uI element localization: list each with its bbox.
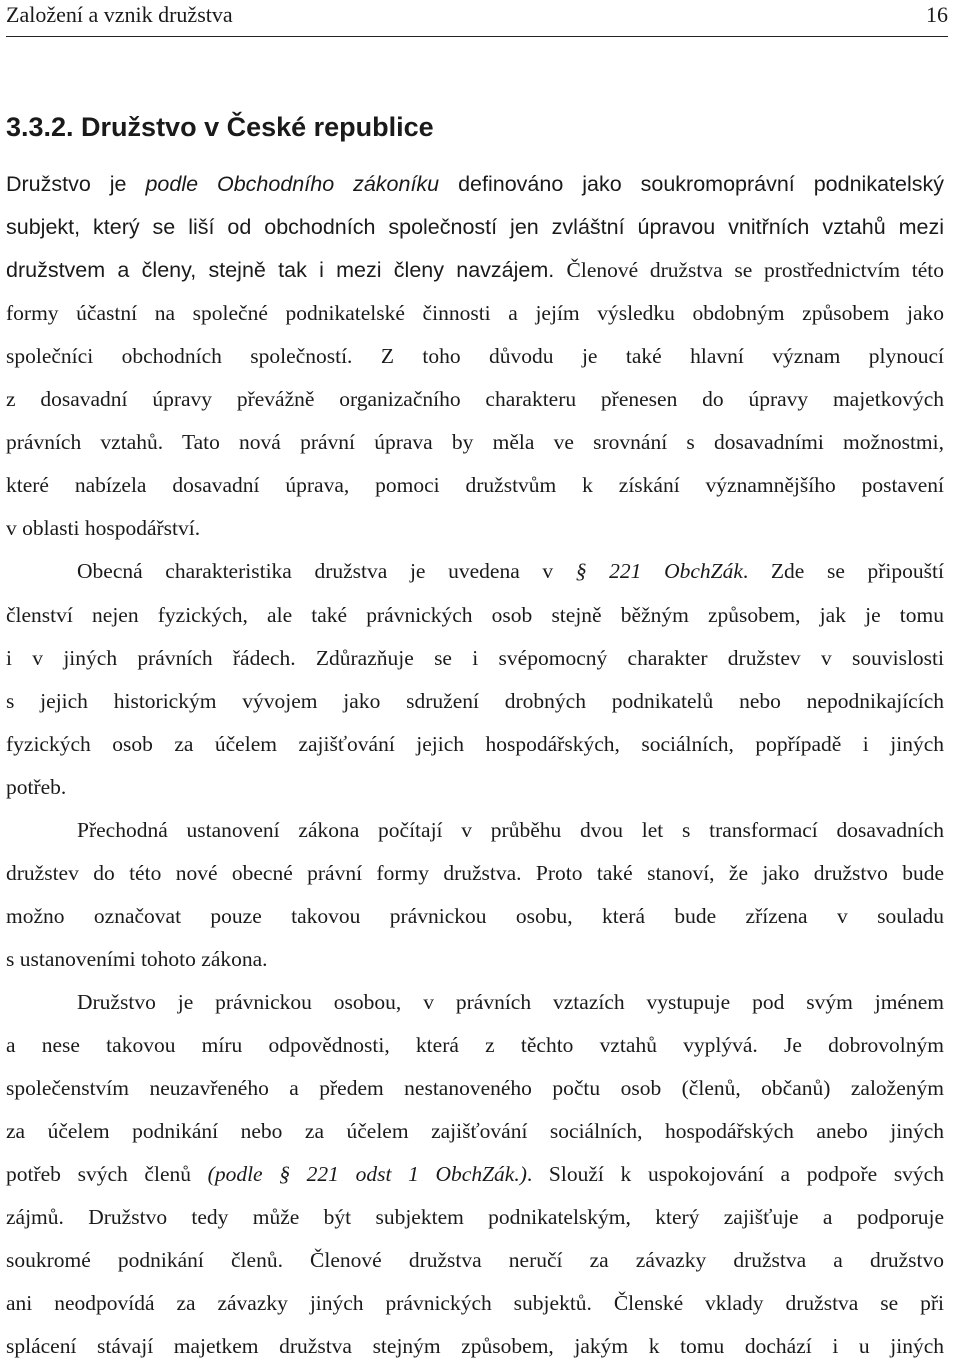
- text-line: [6, 1119, 944, 1153]
- text-segment: podle Obchodního zákoníku: [145, 172, 440, 196]
- text-line: [6, 301, 944, 335]
- text-segment: Členové družstva se prostřednictvím této: [566, 258, 944, 283]
- text-segment: . Zde se připouští: [742, 559, 944, 584]
- text-line: [6, 1076, 944, 1110]
- text-segment: Družstvo je právnickou osobou, v právních vztazích vystupuje pod svým jménem: [77, 989, 944, 1014]
- text-segment: Obecná charakteristika družstva je uvedena v: [77, 559, 576, 584]
- text-segment: formy účastní na společné podnikatelské činnosti a jejím výsledku obdobným způsobem jako: [6, 301, 944, 326]
- text-line: [6, 646, 944, 680]
- text-line: [6, 215, 944, 249]
- text-segment: družstvem a členy, stejně tak i mezi členy navzájem.: [6, 258, 567, 283]
- text-line: [6, 732, 944, 766]
- text-segment: potřeb svých členů: [6, 1162, 208, 1187]
- text-line: [6, 172, 944, 206]
- section-heading: 3.3.2. Družstvo v České republice: [6, 112, 434, 142]
- text-segment: § 221 ObchZák: [575, 559, 743, 584]
- text-segment: fyzických osob za účelem zajišťování jejich hospodářských, sociálních, popřípadě i jiných: [6, 731, 944, 756]
- text-line: [6, 1205, 944, 1239]
- text-line: [6, 603, 944, 637]
- text-line: [6, 387, 944, 421]
- text-segment: družstev do této nové obecné právní formy družstva. Proto také stanoví, že jako družstvo bude: [6, 860, 944, 885]
- text-line: [6, 1291, 944, 1325]
- text-line: [6, 1248, 944, 1282]
- text-line: [6, 818, 944, 852]
- text-segment: soukromé podnikání členů. Členové družstva neručí za závazky družstva a družstvo: [6, 1248, 944, 1273]
- text-segment: definováno jako soukromoprávní podnikatelský: [439, 172, 944, 196]
- text-segment: potřeb.: [6, 774, 67, 799]
- text-line: [6, 861, 944, 895]
- text-segment: Přechodná ustanovení zákona počítají v průběhu dvou let s transformací dosavadních: [77, 817, 944, 842]
- text-line: [6, 775, 944, 809]
- text-segment: členství nejen fyzických, ale také právnických osob stejně běžným způsobem, jak je tomu: [6, 602, 944, 627]
- text-segment: ani neodpovídá za závazky jiných právnických subjektů. Členské vklady družstva se při: [6, 1291, 944, 1316]
- text-line: [6, 344, 944, 378]
- page-number: 16: [926, 2, 948, 27]
- text-segment: (podle § 221 odst 1 ObchZák.): [207, 1162, 527, 1187]
- text-segment: s jejich historickým vývojem jako sdružení drobných podnikatelů nebo nepodnikajících: [6, 688, 944, 713]
- text-segment: z dosavadní úpravy převážně organizačního charakteru přenesen do úpravy majetkových: [6, 387, 944, 412]
- text-line: [6, 904, 944, 938]
- text-segment: subjekt, který se liší od obchodních společností jen zvláštní úpravou vnitřních vztahů mezi: [6, 215, 944, 240]
- text-line: [6, 990, 944, 1024]
- text-segment: v oblasti hospodářství.: [6, 516, 201, 541]
- text-line: [6, 1334, 944, 1368]
- text-segment: i v jiných právních řádech. Zdůrazňuje se i svépomocný charakter družstev v souvislosti: [6, 645, 944, 670]
- text-segment: možno označovat pouze takovou právnickou osobu, která bude zřízena v souladu: [6, 903, 944, 928]
- page-header: [6, 0, 948, 37]
- text-segment: zájmů. Družstvo tedy může být subjektem podnikatelským, který zajišťuje a podporuje: [6, 1205, 944, 1230]
- text-segment: společenstvím neuzavřeného a předem nestanoveného počtu osob (členů, občanů) založeným: [6, 1076, 944, 1101]
- text-line: [6, 258, 944, 292]
- text-segment: . Slouží k uspokojování a podpoře svých: [526, 1162, 944, 1187]
- text-line: [6, 473, 944, 507]
- text-line: [6, 947, 944, 981]
- header-title: Založení a vznik družstva: [6, 2, 233, 27]
- text-segment: splácení stávají majetkem družstva stejným způsobem, jakým k tomu dochází i u jiných: [6, 1334, 944, 1359]
- text-segment: společníci obchodních společností. Z toho důvodu je také hlavní význam plynoucí: [6, 344, 944, 369]
- text-line: [6, 559, 944, 593]
- text-line: [6, 516, 944, 550]
- text-segment: a nese takovou míru odpovědnosti, která z těchto vztahů vyplývá. Je dobrovolným: [6, 1033, 944, 1057]
- text-line: [6, 689, 944, 723]
- text-segment: právních vztahů. Tato nová právní úprava by měla ve srovnání s dosavadními možnostmi,: [6, 430, 944, 455]
- text-segment: za účelem podnikání nebo za účelem zajišťování sociálních, hospodářských anebo jiných: [6, 1119, 944, 1144]
- text-line: [6, 430, 944, 464]
- text-line: [6, 1033, 944, 1067]
- text-segment: s ustanoveními tohoto zákona.: [6, 946, 268, 971]
- text-segment: Družstvo je: [6, 172, 146, 196]
- text-segment: které nabízela dosavadní úprava, pomoci družstvům k získání významnějšího postavení: [6, 473, 944, 498]
- text-line: [6, 1162, 944, 1196]
